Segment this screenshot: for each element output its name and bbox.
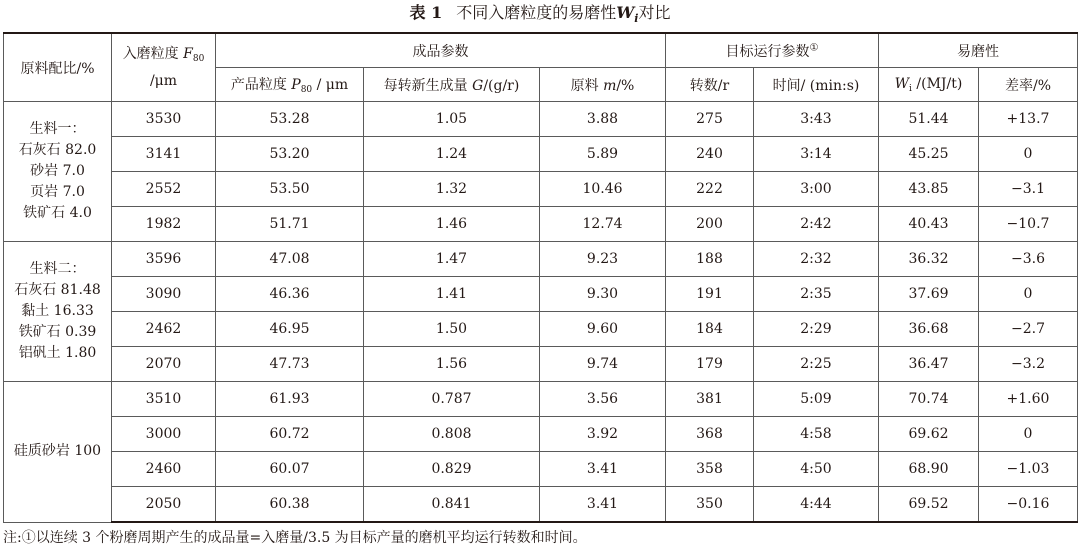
product-size-cell: 60.38 <box>216 487 364 523</box>
time-cell: 4:50 <box>754 452 879 487</box>
product-size-cell: 53.20 <box>216 137 364 172</box>
raw-cell: 3.92 <box>540 417 666 452</box>
net-generation-cell: 0.829 <box>364 452 540 487</box>
raw-cell: 9.60 <box>540 312 666 347</box>
net-generation-cell: 0.808 <box>364 417 540 452</box>
product-size-cell: 46.36 <box>216 277 364 312</box>
revolutions-cell: 184 <box>666 312 754 347</box>
table-row <box>4 102 1078 137</box>
header-raw: 原料 m/% <box>540 68 666 102</box>
product-size-cell: 60.07 <box>216 452 364 487</box>
diff-cell: +13.7 <box>979 102 1078 137</box>
raw-cell: 5.89 <box>540 137 666 172</box>
raw-cell: 12.74 <box>540 207 666 242</box>
feed-size-cell: 2552 <box>112 172 216 207</box>
feed-size-cell: 3510 <box>112 382 216 417</box>
time-cell: 2:32 <box>754 242 879 277</box>
table-caption <box>0 0 1080 26</box>
time-cell: 3:00 <box>754 172 879 207</box>
net-generation-cell: 0.841 <box>364 487 540 523</box>
feed-size-cell: 2460 <box>112 452 216 487</box>
material-line: 生料一： <box>29 121 86 137</box>
caption-label: 表 1 <box>409 3 443 22</box>
diff-cell: −0.16 <box>979 487 1078 523</box>
diff-cell: −3.6 <box>979 242 1078 277</box>
raw-cell: 9.74 <box>540 347 666 382</box>
diff-cell: −3.2 <box>979 347 1078 382</box>
material-line: 铝矾土 1.80 <box>18 345 97 361</box>
revolutions-cell: 240 <box>666 137 754 172</box>
material-line: 黏土 16.33 <box>21 303 94 319</box>
revolutions-cell: 188 <box>666 242 754 277</box>
product-size-cell: 47.73 <box>216 347 364 382</box>
product-size-cell: 51.71 <box>216 207 364 242</box>
revolutions-cell: 191 <box>666 277 754 312</box>
table-row <box>4 172 1078 207</box>
feed-size-cell: 2050 <box>112 487 216 523</box>
diff-cell: 0 <box>979 417 1078 452</box>
material-line: 页岩 7.0 <box>30 184 85 200</box>
diff-cell: −1.03 <box>979 452 1078 487</box>
wi-cell: 45.25 <box>879 137 979 172</box>
material-line: 铁矿石 0.39 <box>18 324 97 340</box>
revolutions-cell: 350 <box>666 487 754 523</box>
time-cell: 4:44 <box>754 487 879 523</box>
net-generation-cell: 0.787 <box>364 382 540 417</box>
header-target-params: 目标运行参数① <box>666 33 879 68</box>
header-feed-size: 入磨粒度 $F_{80}$ /μm <box>112 33 216 102</box>
caption-text: 不同入磨粒度的易磨性 <box>456 3 617 22</box>
net-generation-cell: 1.24 <box>364 137 540 172</box>
raw-cell: 3.88 <box>540 102 666 137</box>
feed-size-cell: 3141 <box>112 137 216 172</box>
time-cell: 4:58 <box>754 417 879 452</box>
material-composition-cell <box>4 242 112 382</box>
revolutions-cell: 358 <box>666 452 754 487</box>
feed-size-cell: 3090 <box>112 277 216 312</box>
header-product-size: 产品粒度 $P_{80}$ / μm <box>216 68 364 102</box>
wi-cell: 69.62 <box>879 417 979 452</box>
header-revolutions: 转数/r <box>666 68 754 102</box>
header-row-1 <box>4 33 1078 68</box>
wi-cell: 70.74 <box>879 382 979 417</box>
raw-cell: 10.46 <box>540 172 666 207</box>
feed-size-cell: 3000 <box>112 417 216 452</box>
revolutions-cell: 368 <box>666 417 754 452</box>
table-row <box>4 417 1078 452</box>
revolutions-cell: 200 <box>666 207 754 242</box>
diff-cell: −2.7 <box>979 312 1078 347</box>
table-row <box>4 207 1078 242</box>
header-diff: 差率/% <box>979 68 1078 102</box>
net-generation-cell: 1.47 <box>364 242 540 277</box>
raw-cell: 3.41 <box>540 487 666 523</box>
net-generation-cell: 1.56 <box>364 347 540 382</box>
raw-cell: 9.30 <box>540 277 666 312</box>
header-grindability: 易磨性 <box>879 33 1078 68</box>
net-generation-cell: 1.50 <box>364 312 540 347</box>
product-size-cell: 53.50 <box>216 172 364 207</box>
table-row <box>4 242 1078 277</box>
product-size-cell: 53.28 <box>216 102 364 137</box>
feed-size-cell: 1982 <box>112 207 216 242</box>
wi-cell: 36.32 <box>879 242 979 277</box>
wi-cell: 36.47 <box>879 347 979 382</box>
revolutions-cell: 275 <box>666 102 754 137</box>
time-cell: 3:43 <box>754 102 879 137</box>
net-generation-cell: 1.46 <box>364 207 540 242</box>
diff-cell: −10.7 <box>979 207 1078 242</box>
net-generation-cell: 1.32 <box>364 172 540 207</box>
time-cell: 2:25 <box>754 347 879 382</box>
time-cell: 2:29 <box>754 312 879 347</box>
wi-cell: 36.68 <box>879 312 979 347</box>
net-generation-cell: 1.41 <box>364 277 540 312</box>
time-cell: 2:42 <box>754 207 879 242</box>
table-row <box>4 487 1078 523</box>
material-line: 铁矿石 4.0 <box>23 205 92 221</box>
time-cell: 5:09 <box>754 382 879 417</box>
raw-cell: 9.23 <box>540 242 666 277</box>
feed-size-cell: 3530 <box>112 102 216 137</box>
time-cell: 3:14 <box>754 137 879 172</box>
wi-cell: 68.90 <box>879 452 979 487</box>
header-time: 时间/ (min:s) <box>754 68 879 102</box>
diff-cell: 0 <box>979 137 1078 172</box>
revolutions-cell: 222 <box>666 172 754 207</box>
feed-size-cell: 2070 <box>112 347 216 382</box>
table-row <box>4 382 1078 417</box>
wi-cell: 40.43 <box>879 207 979 242</box>
material-line: 生料二： <box>29 261 86 277</box>
material-line: 石灰石 81.48 <box>14 282 101 298</box>
material-line: 砂岩 7.0 <box>30 163 85 179</box>
product-size-cell: 60.72 <box>216 417 364 452</box>
material-composition-cell <box>4 102 112 242</box>
header-product-params: 成品参数 <box>216 33 666 68</box>
diff-cell: 0 <box>979 277 1078 312</box>
feed-size-cell: 3596 <box>112 242 216 277</box>
table-row <box>4 347 1078 382</box>
material-composition-cell <box>4 382 112 523</box>
product-size-cell: 47.08 <box>216 242 364 277</box>
header-net-generation: 每转新生成量 G/(g/r) <box>364 68 540 102</box>
table-row <box>4 277 1078 312</box>
header-material: 原料配比/% <box>4 33 112 102</box>
revolutions-cell: 179 <box>666 347 754 382</box>
time-cell: 2:35 <box>754 277 879 312</box>
grindability-table <box>3 32 1078 523</box>
header-wi: $W_i$ /(MJ/t) <box>879 68 979 102</box>
table-row <box>4 452 1078 487</box>
table-row <box>4 137 1078 172</box>
feed-size-cell: 2462 <box>112 312 216 347</box>
caption-suffix: 对比 <box>638 3 671 22</box>
wi-cell: 69.52 <box>879 487 979 523</box>
footnote: 注:①以连续 3 个粉磨周期产生的成品量=入磨量/3.5 为目标产量的磨机平均运行转数和时间。 <box>3 530 587 546</box>
product-size-cell: 46.95 <box>216 312 364 347</box>
product-size-cell: 61.93 <box>216 382 364 417</box>
diff-cell: +1.60 <box>979 382 1078 417</box>
wi-cell: 37.69 <box>879 277 979 312</box>
wi-cell: 43.85 <box>879 172 979 207</box>
diff-cell: −3.1 <box>979 172 1078 207</box>
caption-symbol: $W_i$ <box>616 3 639 26</box>
revolutions-cell: 381 <box>666 382 754 417</box>
table-row <box>4 312 1078 347</box>
wi-cell: 51.44 <box>879 102 979 137</box>
material-line: 硅质砂岩 100 <box>13 443 102 460</box>
net-generation-cell: 1.05 <box>364 102 540 137</box>
raw-cell: 3.41 <box>540 452 666 487</box>
raw-cell: 3.56 <box>540 382 666 417</box>
material-line: 石灰石 82.0 <box>18 142 97 158</box>
